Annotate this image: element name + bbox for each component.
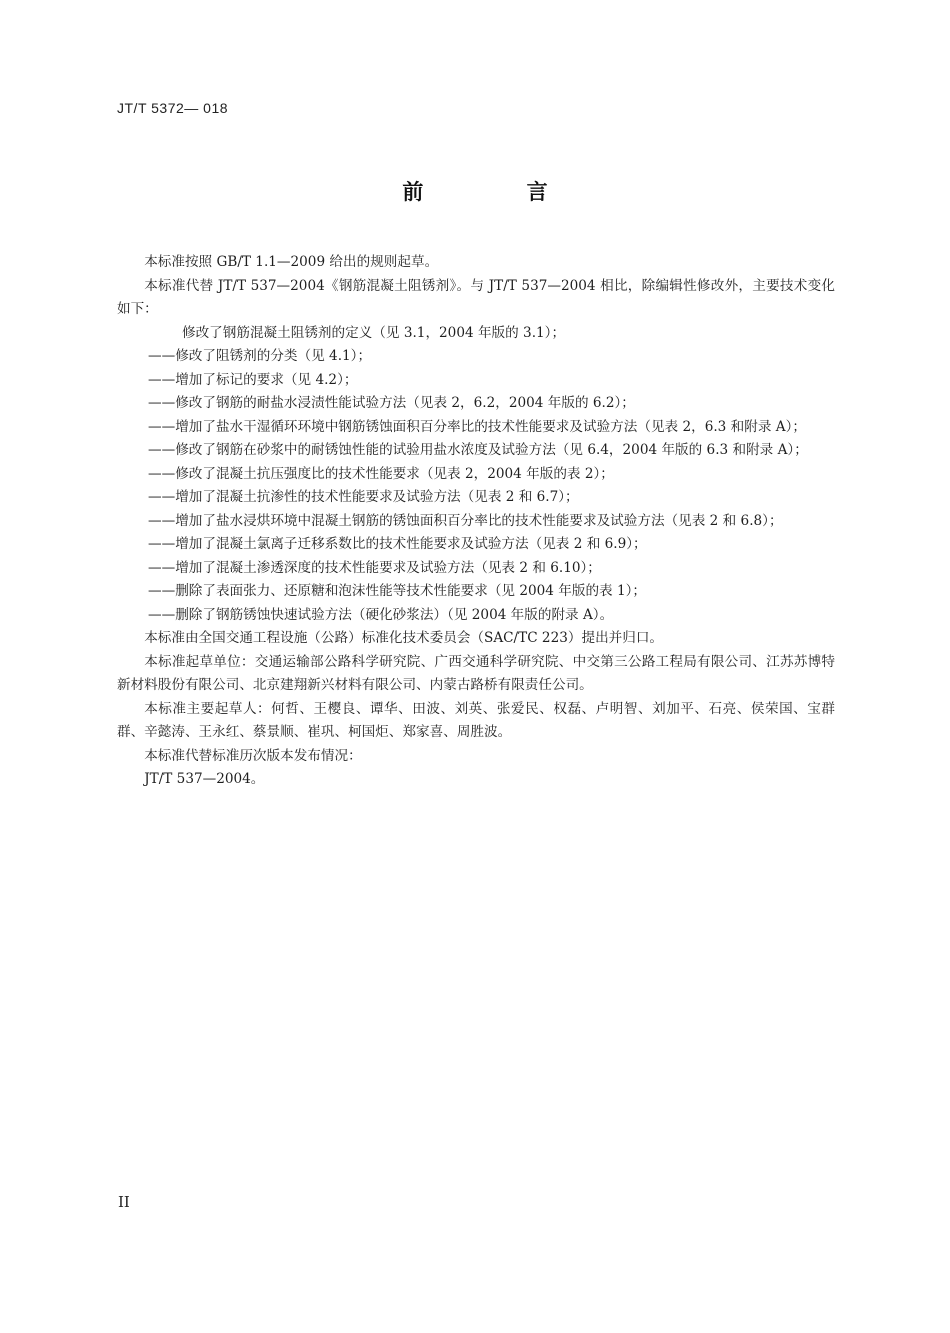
change-item: ——增加了盐水浸烘环境中混凝土钢筋的锈蚀面积百分率比的技术性能要求及试验方法（见表 2 和 6.8）； bbox=[148, 512, 783, 529]
change-item: ——增加了混凝土渗透深度的技术性能要求及试验方法（见表 2 和 6.10）； bbox=[148, 559, 601, 576]
change-item: ——增加了标记的要求（见 4.2）； bbox=[148, 371, 358, 388]
change-item: ——增加了盐水干湿循环环境中钢筋锈蚀面积百分率比的技术性能要求及试验方法（见表 2，6.3 和附录 A）； bbox=[148, 418, 806, 435]
paragraph-history-label: 本标准代替标准历次版本发布情况： bbox=[144, 747, 362, 764]
paragraph-drafting-rules: 本标准按照 GB/T 1.1—2009 给出的规则起草。 bbox=[144, 254, 439, 270]
paragraph-drafters: 本标准主要起草人：何哲、王樱良、谭华、田波、刘英、张爱民、权磊、卢明智、刘加平、石亮、侯荣国、宝群群、辛懿涛、王永红、蔡景顺、崔巩、柯国炬、郑家喜、周胜波。 bbox=[117, 700, 835, 740]
paragraph-drafting-units: 本标准起草单位：交通运输部公路科学研究院、广西交通科学研究院、中交第三公路工程局有限公司、江苏苏博特新材料股份有限公司、北京建翔新兴材料有限公司、内蒙古路桥有限责任公司。 bbox=[117, 653, 835, 693]
standard-code-header: JT/T 5372— 018 bbox=[117, 100, 229, 116]
paragraph-proposer: 本标准由全国交通工程设施（公路）标准化技术委员会（SAC/TC 223）提出并归口。 bbox=[144, 630, 664, 646]
change-item: ——修改了阻锈剂的分类（见 4.1）； bbox=[148, 348, 372, 364]
foreword-body bbox=[117, 251, 835, 792]
paragraph-replacement-note: 本标准代替 JT/T 537—2004《钢筋混凝土阻锈剂》。与 JT/T 537—2004 相比，除编辑性修改外，主要技术变化如下： bbox=[117, 277, 835, 317]
change-item: ——增加了混凝土抗渗性的技术性能要求及试验方法（见表 2 和 6.7）； bbox=[148, 489, 579, 505]
paragraph-history-version: JT/T 537—2004。 bbox=[144, 771, 265, 787]
change-item: ——修改了钢筋在砂浆中的耐锈蚀性能的试验用盐水浓度及试验方法（见 6.4，2004 年版的 6.3 和附录 A）； bbox=[148, 442, 808, 458]
change-item: ——删除了表面张力、还原糖和泡沫性能等技术性能要求（见 2004 年版的表 1）； bbox=[148, 583, 646, 599]
change-item: 修改了钢筋混凝土阻锈剂的定义（见 3.1，2004 年版的 3.1）； bbox=[182, 324, 566, 341]
change-item: ——修改了钢筋的耐盐水浸渍性能试验方法（见表 2，6.2，2004 年版的 6.2）； bbox=[148, 395, 635, 411]
change-item: ——增加了混凝土氯离子迁移系数比的技术性能要求及试验方法（见表 2 和 6.9）； bbox=[148, 536, 647, 552]
change-item: ——修改了混凝土抗压强度比的技术性能要求（见表 2，2004 年版的表 2）； bbox=[148, 465, 614, 482]
page-number: II bbox=[118, 1193, 130, 1211]
page-title: 前 言 bbox=[402, 180, 596, 204]
change-item: ——删除了钢筋锈蚀快速试验方法（硬化砂浆法）（见 2004 年版的附录 A）。 bbox=[148, 606, 614, 623]
